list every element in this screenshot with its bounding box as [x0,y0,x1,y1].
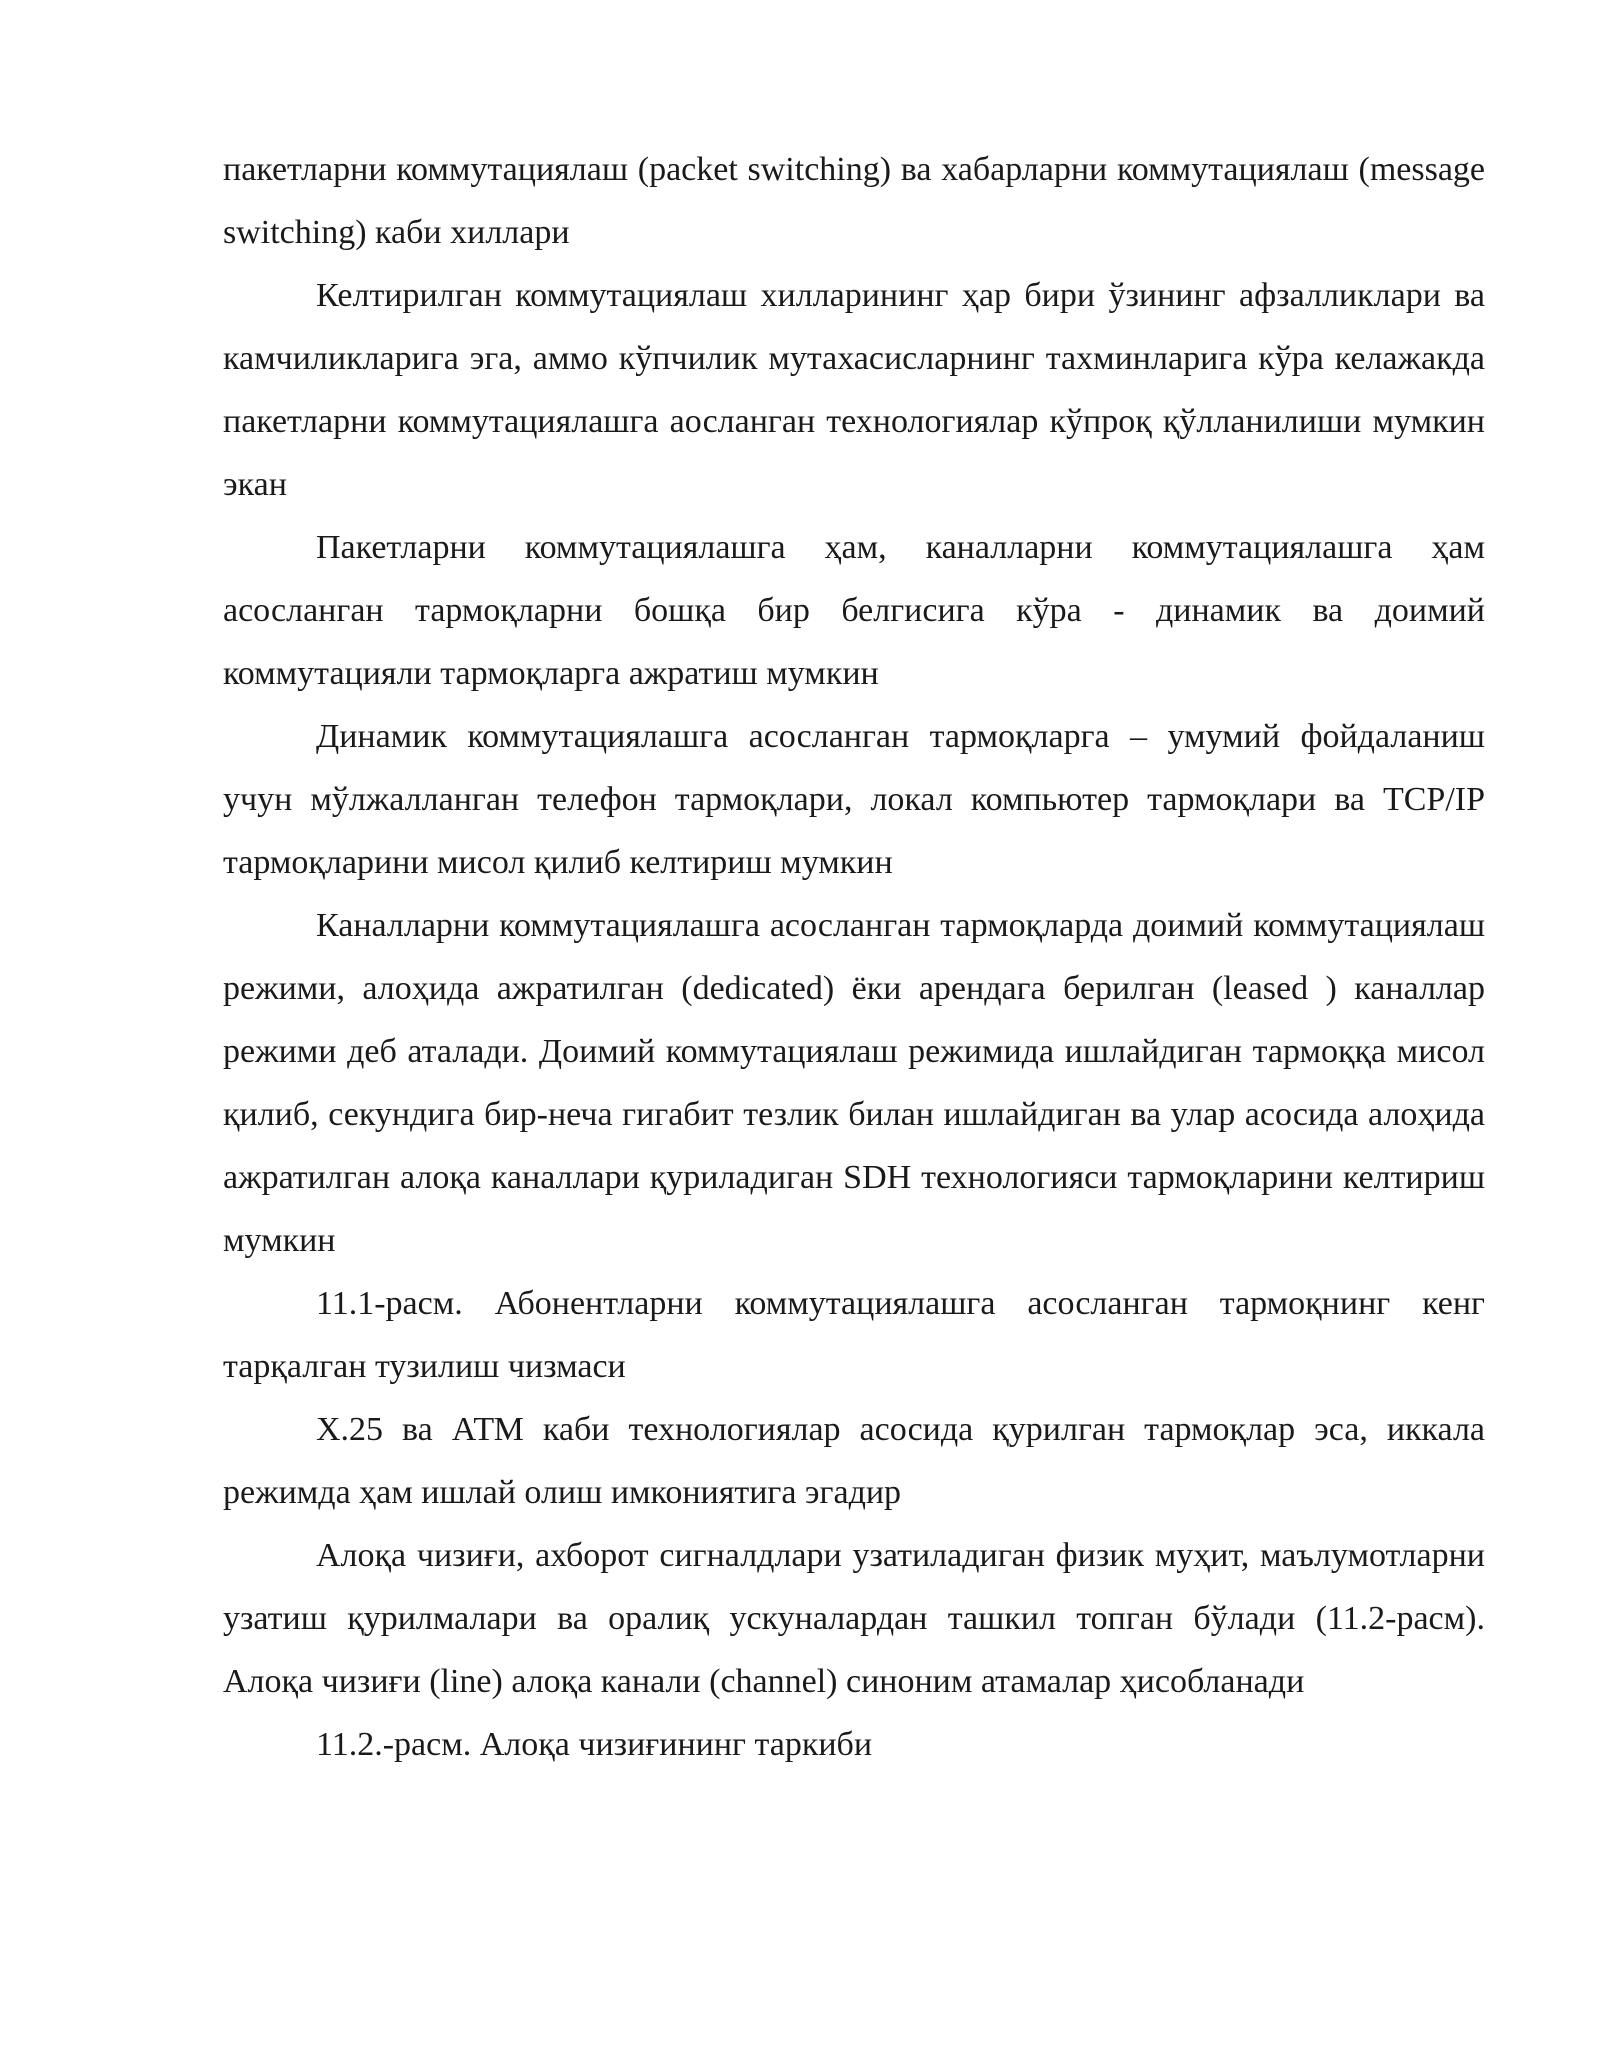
paragraph-4: Динамик коммутациялашга асосланган тармоқларга – умумий фойдаланиш учун мўлжалланган телефон тармоқлари, локал компьютер тармоқлари ва TCP/IP тармоқларини мисол қилиб келтириш мумкин [223,718,1485,881]
paragraph-7: Алоқа чизиғи, ахборот сигналдлари узатиладиган физик муҳит, маълумотларни узатиш қурилмалари ва оралиқ ускуналардан ташкил топган бўлади (11.2-расм). Алоқа чизиғи (line) алоқа канали (channel) синоним атамалар ҳисобланади [223,1537,1485,1700]
paragraph-1: пакетларни коммутациялаш (packet switching) ва хабарларни коммутациялаш (message switching) каби хиллари [223,151,1485,251]
document-page [223,138,1485,1776]
figure-caption-11-1: 11.1-расм. Абонентларни коммутациялашга асосланган тармоқнинг кенг тарқалган тузилиш чизмаси [223,1285,1485,1385]
paragraph-3: Пакетларни коммутациялашга ҳам, каналларни коммутациялашга ҳам асосланган тармоқларни бошқа бир белгисига кўра - динамик ва доимий коммутацияли тармоқларга ажратиш мумкин [223,529,1485,692]
paragraph-5: Каналларни коммутациялашга асосланган тармоқларда доимий коммутациялаш режими, алоҳида ажратилган (dedicated) ёки арендага берилган (leased ) каналлар режими деб аталади. Доимий коммутациялаш режимида ишлайдиган тармоққа мисол қилиб, секундига бир-неча гигабит тезлик билан ишлайдиган ва улар асосида алоҳида ажратилган алоқа каналлари қуриладиган SDH технологияси тармоқларини келтириш мумкин [223,907,1485,1259]
paragraph-2: Келтирилган коммутациялаш хилларининг ҳар бири ўзининг афзалликлари ва камчиликларига эга, аммо кўпчилик мутахасисларнинг тахминларига кўра келажакда пакетларни коммутациялашга аосланган технологиялар кўпроқ қўлланилиши мумкин экан [223,277,1485,503]
figure-caption-11-2: 11.2.-расм. Алоқа чизиғининг таркиби [316,1726,873,1763]
paragraph-6: X.25 ва АТМ каби технологиялар асосида қурилган тармоқлар эса, иккала режимда ҳам ишлай олиш имкониятига эгадир [223,1411,1485,1511]
